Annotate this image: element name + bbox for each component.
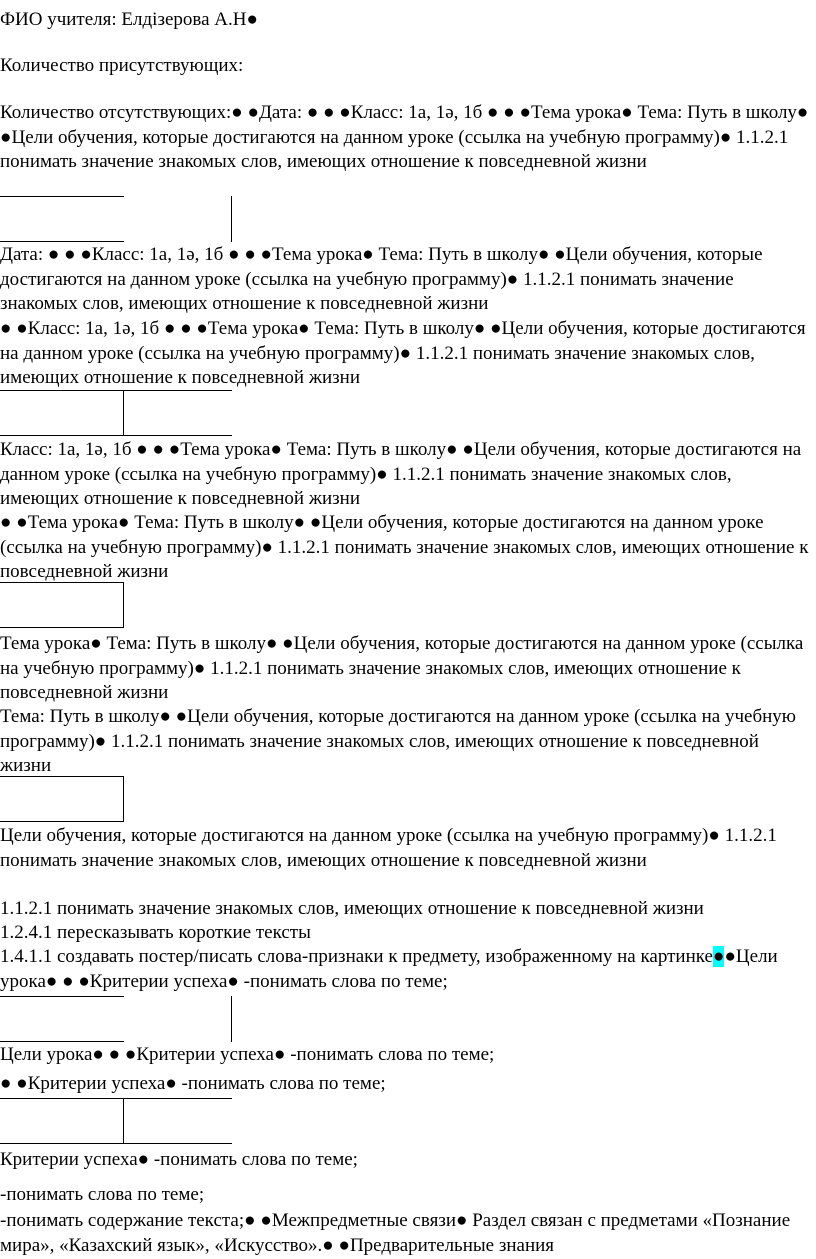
- topic-paragraph: Тема: Путь в школу● ●Цели обучения, которые достигаются на данном уроке (ссылка на учебную программу)● 1.1.2.1 понимать значение знакомых слов, имеющих отношение к повседневной жизни: [0, 706, 796, 776]
- learning-goals-paragraph: Цели обучения, которые достигаются на данном уроке (ссылка на учебную программу)● 1.1.2.1 понимать значение знакомых слов, имеющих отношение к повседневной жизни: [0, 825, 777, 871]
- highlighted-bullet: ●: [712, 946, 725, 967]
- lesson-topic-paragraph-bullets: ● ●Тема урока● Тема: Путь в школу● ●Цели обучения, которые достигаются на данном уроке (ссылка на учебную программу)● 1.1.2.1 понимать значение знакомых слов, имеющих отношение к повседневной жизни: [0, 512, 809, 582]
- class-paragraph-bullets: ● ●Класс: 1а, 1ә, 1б ● ● ●Тема урока● Тема: Путь в школу● ●Цели обучения, которые достигаются на данном уроке (ссылка на учебную программу)● 1.1.2.1 понимать значение знакомых слов, имеющих отношение к повседневной жизни: [0, 318, 806, 388]
- interdisciplinary-paragraph: -понимать содержание текста;● ●Межпредметные связи● Раздел связан с предметами «Познание мира», «Казахский язык», «Искусство».● ●Предварительные знания: [0, 1210, 791, 1256]
- goal-1-4-1-1: [0, 945, 812, 994]
- date-paragraph: Дата: ● ● ●Класс: 1а, 1ә, 1б ● ● ●Тема урока● Тема: Путь в школу● ●Цели обучения, которые достигаются на данном уроке (ссылка на учебную программу)● 1.1.2.1 понимать значение знакомых слов, имеющих отношение к повседневной жизни: [0, 244, 763, 314]
- teacher-name-line: ФИО учителя: Елдізерова А.Н●: [0, 9, 258, 30]
- table-fragment: [0, 776, 124, 822]
- table-fragment: [0, 390, 232, 436]
- goal-1-1-2-1: 1.1.2.1 понимать значение знакомых слов, имеющих отношение к повседневной жизни: [0, 898, 704, 919]
- success-criteria-paragraph: Критерии успеха● -понимать слова по теме;: [0, 1149, 358, 1170]
- goal-1-2-4-1: 1.2.4.1 пересказывать короткие тексты: [0, 922, 311, 943]
- success-criteria-paragraph-bullets: ● ●Критерии успеха● -понимать слова по теме;: [0, 1073, 386, 1094]
- present-count-line: Количество присутствующих:: [0, 55, 244, 76]
- table-fragment: [0, 1098, 232, 1144]
- goal-1-4-1-1-text: 1.4.1.1 создавать постер/писать слова-признаки к предмету, изображенному на картинке: [0, 946, 713, 967]
- criterion-understand-words: -понимать слова по теме;: [0, 1184, 205, 1205]
- lesson-goals-paragraph: Цели урока● ● ●Критерии успеха● -понимать слова по теме;: [0, 1044, 495, 1065]
- lesson-topic-paragraph: Тема урока● Тема: Путь в школу● ●Цели обучения, которые достигаются на данном уроке (ссылка на учебную программу)● 1.1.2.1 понимать значение знакомых слов, имеющих отношение к повседневной жизни: [0, 633, 804, 703]
- absent-count-paragraph: Количество отсутствующих:● ●Дата: ● ● ●Класс: 1а, 1ә, 1б ● ● ●Тема урока● Тема: Путь в школу● ●Цели обучения, которые достигаются на данном уроке (ссылка на учебную программу)● 1.1.2.1 понимать значение знакомых слов, имеющих отношение к повседневной жизни: [0, 102, 809, 172]
- table-fragment: [0, 196, 232, 242]
- table-fragment: [0, 582, 124, 628]
- goal-1-4-1-1-tail: ●Цели урока● ● ●Критерии успеха● -понимать слова по теме;: [0, 946, 778, 992]
- table-fragment: [0, 996, 232, 1042]
- class-paragraph: Класс: 1а, 1ә, 1б ● ● ●Тема урока● Тема: Путь в школу● ●Цели обучения, которые достигаются на данном уроке (ссылка на учебную программу)● 1.1.2.1 понимать значение знакомых слов, имеющих отношение к повседневной жизни: [0, 439, 802, 509]
